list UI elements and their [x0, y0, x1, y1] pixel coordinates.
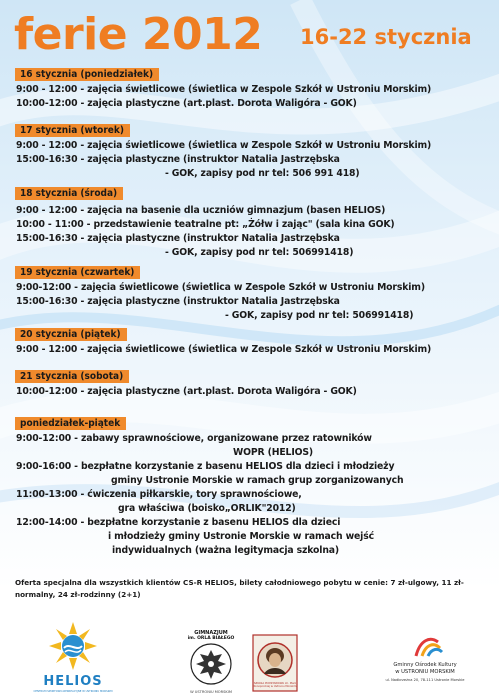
day-header-monday: 16 stycznia (poniedziałek): [15, 68, 159, 81]
schedule-line: gra właściwa (boisko„ORLIK"2012): [118, 503, 296, 514]
gok-line1: Gminny Ośrodek Kultury: [393, 662, 457, 668]
day-header-weekdays: poniedziałek-piątek: [15, 417, 126, 430]
helios-subtitle: CENTRUM SPORTOWO-REKREACYJNE W USTRONIU MORSKIM: [33, 690, 113, 693]
gimnazjum-line2: im. ORLA BIAŁEGO: [187, 636, 235, 641]
schedule-line: 9:00-16:00 - bezpłatne korzystanie z basenu HELIOS dla dzieci i młodzieży: [16, 461, 395, 472]
page-title: ferie 2012: [14, 9, 263, 60]
gok-address: ul. Nadbrzeżna 20, 78-111 Ustronie Morskie: [385, 678, 465, 682]
helios-sun-icon: [18, 620, 128, 676]
schedule-line: 10:00-12:00 - zajęcia plastyczne (art.plast. Dorota Waligóra - GOK): [16, 386, 357, 397]
date-range: 16-22 stycznia: [300, 25, 472, 49]
schedule-line: 10:00-12:00 - zajęcia plastyczne (art.plast. Dorota Waligóra - GOK): [16, 98, 357, 109]
szkola-logo: [252, 634, 298, 694]
schedule-line: i młodzieży gminy Ustronie Morskie w ramach wejść: [108, 531, 374, 542]
day-header-thursday: 19 stycznia (czwartek): [15, 266, 140, 279]
schedule-line: gminy Ustronie Morskie w ramach grup zorganizowanych: [111, 475, 404, 486]
day-header-saturday: 21 stycznia (sobota): [15, 370, 129, 383]
schedule-line: 12:00-14:00 - bezpłatne korzystanie z basenu HELIOS dla dzieci: [16, 517, 341, 528]
special-offer-note: Oferta specjalna dla wszystkich klientów CS-R HELIOS, bilety całodniowego pobytu w cenie: 7 zł-ulgowy, 11 zł-normalny, 24 zł-rodzinny (2+1): [15, 578, 464, 599]
schedule-line: 9:00-12:00 - zabawy sprawnościowe, organizowane przez ratowników: [16, 433, 372, 444]
schedule-line: 9:00 - 12:00 - zajęcia świetlicowe (świetlica w Zespole Szkół w Ustroniu Morskim): [16, 84, 432, 95]
schedule-line: 15:00-16:30 - zajęcia plastyczne (instruktor Natalia Jastrzębska: [16, 233, 340, 244]
schedule-line: 9:00-12:00 - zajęcia świetlicowe (świetlica w Zespole Szkół w Ustroniu Morskim): [16, 282, 425, 293]
gok-line2: w USTRONIU MORSKIM: [395, 669, 455, 675]
day-header-friday: 20 stycznia (piątek): [15, 328, 127, 341]
day-header-tuesday: 17 stycznia (wtorek): [15, 124, 130, 137]
helios-name: HELIOS: [43, 674, 103, 689]
helios-logo: [18, 620, 128, 698]
schedule-line: 9:00 - 12:00 - zajęcia na basenie dla uczniów gimnazjum (basen HELIOS): [16, 205, 386, 216]
gok-logo: [360, 630, 490, 698]
schedule-line: 15:00-16:30 - zajęcia plastyczne (instruktor Natalia Jastrzębska: [16, 296, 340, 307]
schedule-line: - GOK, zapisy pod nr tel: 506 991 418): [165, 168, 360, 179]
day-header-wednesday: 18 stycznia (środa): [15, 187, 123, 200]
gimnazjum-line1: GIMNAZJUM: [194, 630, 228, 636]
gok-emblem-icon: [360, 630, 490, 662]
szkola-text: SZKOŁA PODSTAWOWA im. Marii Konopnickiej w Ustroniu Morskim: [253, 682, 297, 688]
schedule-line: 15:00-16:30 - zajęcia plastyczne (instruktor Natalia Jastrzębska: [16, 154, 340, 165]
eagle-crest-icon: [176, 642, 246, 688]
gimnazjum-line3: W USTRONIU MORSKIM: [190, 690, 232, 694]
schedule-line: - GOK, zapisy pod nr tel: 506991418): [165, 247, 354, 258]
schedule-line: 11:00-13:00 - ćwiczenia piłkarskie, tory sprawnościowe,: [16, 489, 302, 500]
schedule-line: WOPR (HELIOS): [233, 447, 314, 458]
schedule-line: 9:00 - 12:00 - zajęcia świetlicowe (świetlica w Zespole Szkół w Ustroniu Morskim): [16, 344, 432, 355]
schedule-line: 9:00 - 12:00 - zajęcia świetlicowe (świetlica w Zespole Szkół w Ustroniu Morskim): [16, 140, 432, 151]
schedule-line: - GOK, zapisy pod nr tel: 506991418): [225, 310, 414, 321]
schedule-line: 10:00 - 11:00 - przedstawienie teatralne pt: „Żółw i zając" (sala kina GOK): [16, 219, 395, 230]
sponsor-logos: [0, 612, 499, 700]
schedule-line: indywidualnych (ważna legitymacja szkolna): [112, 545, 340, 556]
gimnazjum-logo: [176, 630, 246, 696]
